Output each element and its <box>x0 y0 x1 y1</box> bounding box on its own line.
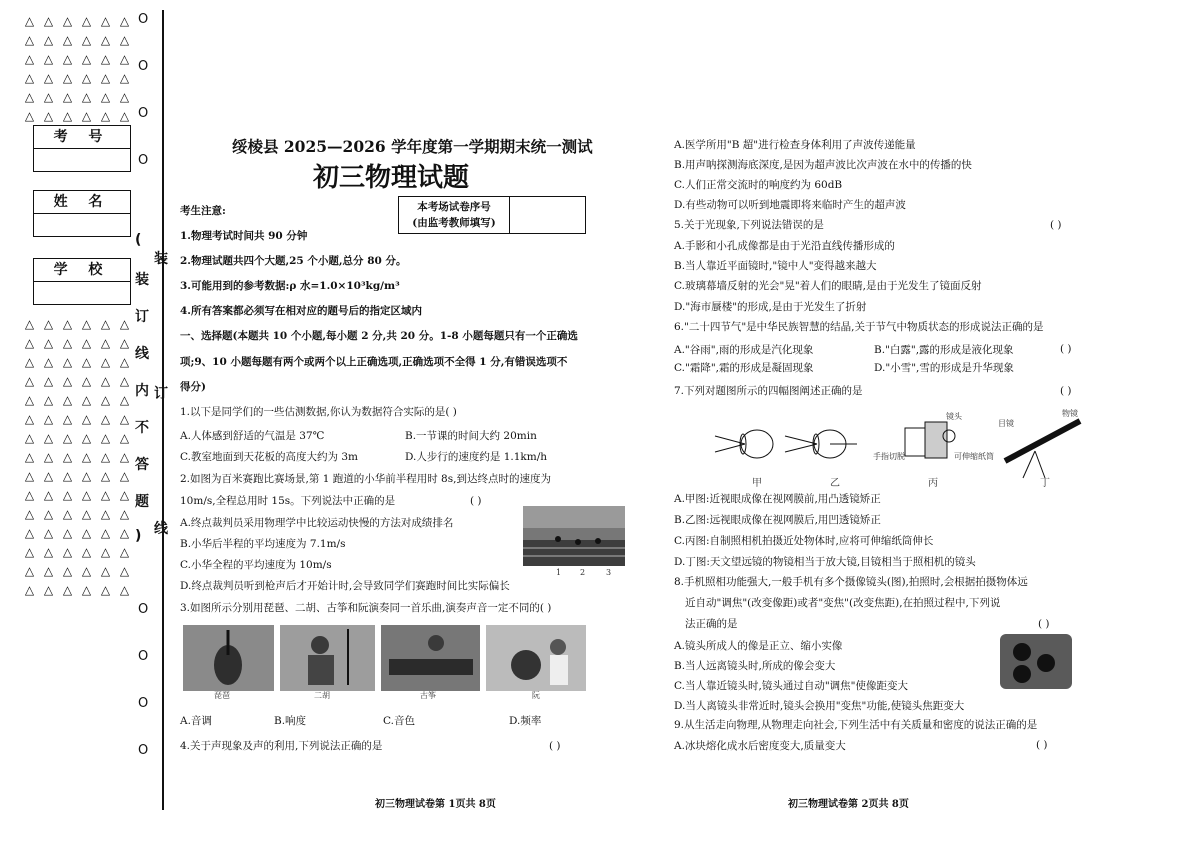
triangle-pattern-bottom <box>20 315 134 600</box>
circle-mark: O <box>138 743 149 758</box>
q6-option-d[interactable]: D."小雪",雪的形成是升华现象 <box>874 362 1014 374</box>
triangle-mark: △ <box>43 317 54 331</box>
fig-label-ding: 丁 <box>1040 478 1050 489</box>
q1-option-b[interactable]: B.一节课的时间大约 20min <box>405 430 537 442</box>
triangle-mark: △ <box>81 336 92 350</box>
binding-char: 内 <box>135 383 149 399</box>
triangle-mark: △ <box>119 393 130 407</box>
q1-option-c[interactable]: C.教室地面到天花板的高度大约为 3m <box>180 451 358 463</box>
triangle-mark: △ <box>43 412 54 426</box>
triangle-mark: △ <box>62 393 73 407</box>
binding-char: 线 <box>154 521 168 537</box>
exam-title: 绥棱县 2025—2026 学年度第一学期期末统一测试 <box>232 137 593 156</box>
q5-option-a[interactable]: A.手影和小孔成像都是由于光沿直线传播形成的 <box>674 240 895 252</box>
fig-label-bing: 丙 <box>928 478 938 489</box>
triangle-mark: △ <box>81 355 92 369</box>
triangle-mark: △ <box>119 450 130 464</box>
triangle-mark: △ <box>62 33 73 47</box>
triangle-mark: △ <box>100 109 111 123</box>
triangle-mark: △ <box>43 488 54 502</box>
binding-char: 装 <box>154 251 168 267</box>
triangle-mark: △ <box>100 583 111 597</box>
triangle-mark: △ <box>81 109 92 123</box>
triangle-mark: △ <box>81 564 92 578</box>
fig-label-jia: 甲 <box>752 478 762 489</box>
q2-option-d[interactable]: D.终点裁判员听到枪声后才开始计时,会导致同学们赛跑时间比实际偏长 <box>180 580 510 592</box>
triangle-mark: △ <box>100 545 111 559</box>
triangle-mark: △ <box>24 14 35 28</box>
triangle-mark: △ <box>43 450 54 464</box>
triangle-mark: △ <box>81 469 92 483</box>
triangle-mark: △ <box>100 374 111 388</box>
triangle-mark: △ <box>100 14 111 28</box>
triangle-mark: △ <box>43 564 54 578</box>
triangle-mark: △ <box>43 583 54 597</box>
figure-ding-telescope <box>1005 421 1080 478</box>
question-2-line1: 2.如图为百米赛跑比赛场景,第 1 跑道的小华前半程用时 8s,到达终点时的速度为 <box>180 473 551 485</box>
triangle-mark: △ <box>81 583 92 597</box>
triangle-mark: △ <box>119 33 130 47</box>
triangle-mark: △ <box>62 336 73 350</box>
q2-option-c[interactable]: C.小华全程的平均速度为 10m/s <box>180 559 332 571</box>
triangle-mark: △ <box>81 374 92 388</box>
triangle-mark: △ <box>119 52 130 66</box>
triangle-mark: △ <box>62 564 73 578</box>
q3-option-c[interactable]: C.音色 <box>383 715 415 727</box>
lane-label-3: 3 <box>606 568 612 577</box>
triangle-mark: △ <box>62 583 73 597</box>
fig-note-objective: 物镜 <box>1062 409 1078 418</box>
notice-3: 3.可能用到的参考数据:ρ 水=1.0×10³kg/m³ <box>180 280 400 292</box>
triangle-mark: △ <box>100 431 111 445</box>
q9-answer-paren: ( ) <box>1036 739 1048 751</box>
triangle-mark: △ <box>24 336 35 350</box>
triangle-mark: △ <box>62 14 73 28</box>
triangle-mark: △ <box>81 507 92 521</box>
guzheng-caption: 古筝 <box>420 691 436 700</box>
q3-option-a[interactable]: A.音调 <box>180 715 212 727</box>
paper-sequence-label: 本考场试卷序号 (由监考教师填写) <box>399 197 510 233</box>
triangle-mark: △ <box>100 71 111 85</box>
triangle-mark: △ <box>43 52 54 66</box>
section1-line3: 得分) <box>180 381 206 393</box>
triangle-mark: △ <box>100 564 111 578</box>
binding-char: ( <box>135 232 142 248</box>
triangle-mark: △ <box>81 450 92 464</box>
triangle-mark: △ <box>62 109 73 123</box>
exam-number-label: 考 号 <box>34 126 130 149</box>
triangle-mark: △ <box>81 317 92 331</box>
q7-option-a[interactable]: A.甲图:近视眼成像在视网膜前,用凸透镜矫正 <box>674 493 881 505</box>
q8-option-b[interactable]: B.当人远离镜头时,所成的像会变大 <box>674 660 836 672</box>
triangle-mark: △ <box>24 583 35 597</box>
guzheng-photo <box>381 625 480 691</box>
question-2-line2: 10m/s,全程总用时 15s。下列说法中正确的是 <box>180 495 396 507</box>
q4-option-c[interactable]: C.人们正常交流时的响度约为 60dB <box>674 179 843 191</box>
triangle-mark: △ <box>43 90 54 104</box>
triangle-mark: △ <box>100 33 111 47</box>
q8-option-c[interactable]: C.当人靠近镜头时,镜头通过自动"调焦"使像距变大 <box>674 680 908 692</box>
triangle-mark: △ <box>62 526 73 540</box>
triangle-mark: △ <box>100 317 111 331</box>
q3-option-b[interactable]: B.响度 <box>274 715 307 727</box>
triangle-mark: △ <box>24 109 35 123</box>
triangle-mark: △ <box>100 469 111 483</box>
triangle-mark: △ <box>119 469 130 483</box>
binding-char: 不 <box>135 420 149 436</box>
question-1: 1.以下是同学们的一些估测数据,你认为数据符合实际的是( ) <box>180 406 457 418</box>
circle-mark: O <box>138 106 149 121</box>
circle-mark: O <box>138 649 149 664</box>
triangle-mark: △ <box>24 526 35 540</box>
triangle-mark: △ <box>81 545 92 559</box>
triangle-mark: △ <box>24 355 35 369</box>
name-label: 姓 名 <box>34 191 130 214</box>
ruan-photo <box>486 625 586 691</box>
fig-note-eyepiece: 目镜 <box>998 419 1014 428</box>
pipa-caption: 琵琶 <box>214 691 230 700</box>
q2-option-b[interactable]: B.小华后半程的平均速度为 7.1m/s <box>180 538 346 550</box>
triangle-mark: △ <box>119 488 130 502</box>
page-footer-left: 初三物理试卷第 1页共 8页 <box>375 799 496 810</box>
binding-char: 题 <box>135 494 149 510</box>
triangle-mark: △ <box>62 90 73 104</box>
question-7: 7.下列对题图所示的四幅图阐述正确的是 <box>674 385 863 397</box>
triangle-mark: △ <box>43 431 54 445</box>
triangle-mark: △ <box>43 336 54 350</box>
triangle-mark: △ <box>62 355 73 369</box>
triangle-mark: △ <box>24 469 35 483</box>
school-field[interactable] <box>33 258 131 305</box>
triangle-mark: △ <box>119 71 130 85</box>
triangle-mark: △ <box>43 374 54 388</box>
question-8-line3: 法正确的是 <box>685 618 738 630</box>
triangle-mark: △ <box>119 109 130 123</box>
erhu-photo <box>280 625 375 691</box>
q4-option-b[interactable]: B.用声呐探测海底深度,是因为超声波比次声波在水中的传播的快 <box>674 159 972 171</box>
q6-option-a[interactable]: A."谷雨",雨的形成是汽化现象 <box>674 344 814 356</box>
triangle-mark: △ <box>24 393 35 407</box>
section1-line2: 项;9、10 小题每题有两个或两个以上正确选项,正确选项不全得 1 分,有错误选项不 <box>180 356 568 368</box>
binding-char: 订 <box>135 309 149 325</box>
binding-line <box>162 10 164 810</box>
q9-option-a[interactable]: A.冰块熔化成水后密度变大,质量变大 <box>674 740 846 752</box>
circle-mark: O <box>138 59 149 74</box>
triangle-mark: △ <box>62 450 73 464</box>
triangle-mark: △ <box>81 431 92 445</box>
triangle-mark: △ <box>81 90 92 104</box>
triangle-mark: △ <box>81 393 92 407</box>
circle-mark: O <box>138 12 149 27</box>
question-3: 3.如图所示分别用琵琶、二胡、古筝和阮演奏同一首乐曲,演奏声音一定不同的( ) <box>180 602 552 614</box>
triangle-mark: △ <box>62 317 73 331</box>
q8-option-a[interactable]: A.镜头所成人的像是正立、缩小实像 <box>674 640 843 652</box>
triangle-mark: △ <box>119 90 130 104</box>
q8-answer-paren: ( ) <box>1038 618 1050 630</box>
notice-1: 1.物理考试时间共 90 分钟 <box>180 230 308 242</box>
q5-option-d[interactable]: D."海市蜃楼"的形成,是由于光发生了折射 <box>674 301 867 313</box>
erhu-caption: 二胡 <box>314 691 330 700</box>
triangle-mark: △ <box>62 469 73 483</box>
q8-option-d[interactable]: D.当人离镜头非常近时,镜头会换用"变焦"功能,使镜头焦距变大 <box>674 700 965 712</box>
triangle-mark: △ <box>24 71 35 85</box>
triangle-mark: △ <box>119 374 130 388</box>
triangle-mark: △ <box>24 33 35 47</box>
question-5: 5.关于光现象,下列说法错误的是 <box>674 219 824 231</box>
triangle-mark: △ <box>24 317 35 331</box>
triangle-mark: △ <box>81 33 92 47</box>
triangle-mark: △ <box>43 469 54 483</box>
paper-sequence-box[interactable] <box>398 196 586 234</box>
triangle-mark: △ <box>119 431 130 445</box>
fig-note-lens: 镜头 <box>946 412 962 421</box>
triangle-pattern-top <box>20 12 134 126</box>
q4-option-d[interactable]: D.有些动物可以听到地震即将来临时产生的超声波 <box>674 199 906 211</box>
q5-answer-paren: ( ) <box>1050 219 1062 231</box>
triangle-mark: △ <box>100 507 111 521</box>
lane-label-1: 1 <box>556 568 562 577</box>
triangle-mark: △ <box>43 545 54 559</box>
q7-option-c[interactable]: C.丙图:自制照相机拍摄近处物体时,应将可伸缩纸筒伸长 <box>674 535 934 547</box>
q3-option-d[interactable]: D.频率 <box>509 715 542 727</box>
triangle-mark: △ <box>119 412 130 426</box>
triangle-mark: △ <box>43 33 54 47</box>
ruan-caption: 阮 <box>532 691 540 700</box>
triangle-mark: △ <box>100 450 111 464</box>
figure-jia-eye <box>715 430 773 458</box>
triangle-mark: △ <box>24 431 35 445</box>
race-track-photo <box>523 506 625 566</box>
triangle-mark: △ <box>43 355 54 369</box>
triangle-mark: △ <box>119 545 130 559</box>
q4-answer-paren: ( ) <box>549 740 561 752</box>
triangle-mark: △ <box>81 14 92 28</box>
fig-label-yi: 乙 <box>830 478 840 489</box>
binding-char: 订 <box>154 386 168 402</box>
triangle-mark: △ <box>62 507 73 521</box>
triangle-mark: △ <box>43 109 54 123</box>
triangle-mark: △ <box>62 545 73 559</box>
name-field[interactable] <box>33 190 131 237</box>
q7-option-d[interactable]: D.丁图:天文望远镜的物镜相当于放大镜,目镜相当于照相机的镜头 <box>674 556 976 568</box>
question-8-line1: 8.手机照相功能强大,一般手机有多个摄像镜头(图),拍照时,会根据拍摄物体远 <box>674 576 1028 588</box>
triangle-mark: △ <box>24 374 35 388</box>
triangle-mark: △ <box>100 52 111 66</box>
lane-label-2: 2 <box>580 568 586 577</box>
notice-2: 2.物理试题共四个大题,25 个小题,总分 80 分。 <box>180 255 407 267</box>
circle-mark: O <box>138 696 149 711</box>
triangle-mark: △ <box>62 431 73 445</box>
triangle-mark: △ <box>43 14 54 28</box>
triangle-mark: △ <box>100 412 111 426</box>
triangle-mark: △ <box>119 507 130 521</box>
triangle-mark: △ <box>81 71 92 85</box>
triangle-mark: △ <box>24 564 35 578</box>
triangle-mark: △ <box>100 393 111 407</box>
triangle-mark: △ <box>62 374 73 388</box>
triangle-mark: △ <box>62 71 73 85</box>
triangle-mark: △ <box>24 488 35 502</box>
notice-heading: 考生注意: <box>180 205 226 217</box>
triangle-mark: △ <box>100 488 111 502</box>
triangle-mark: △ <box>100 90 111 104</box>
triangle-mark: △ <box>119 336 130 350</box>
fig-note-hand: 手指切脱 <box>873 452 905 461</box>
triangle-mark: △ <box>62 412 73 426</box>
triangle-mark: △ <box>81 526 92 540</box>
q6-option-b[interactable]: B."白露",露的形成是液化现象 <box>874 344 1014 356</box>
q5-option-b[interactable]: B.当人靠近平面镜时,"镜中人"变得越来越大 <box>674 260 877 272</box>
triangle-mark: △ <box>24 52 35 66</box>
q5-option-c[interactable]: C.玻璃幕墙反射的光会"晃"着人们的眼睛,是由于光发生了镜面反射 <box>674 280 982 292</box>
triangle-mark: △ <box>43 526 54 540</box>
triangle-mark: △ <box>24 450 35 464</box>
triangle-mark: △ <box>81 488 92 502</box>
triangle-mark: △ <box>100 526 111 540</box>
exam-number-field[interactable] <box>33 125 131 172</box>
fig-note-paper: 可伸缩纸筒 <box>954 452 994 461</box>
triangle-mark: △ <box>119 583 130 597</box>
triangle-mark: △ <box>62 52 73 66</box>
q7-option-b[interactable]: B.乙图:远视眼成像在视网膜后,用凹透镜矫正 <box>674 514 881 526</box>
triangle-mark: △ <box>62 488 73 502</box>
binding-char: 答 <box>135 457 149 473</box>
section1-line1: 一、选择题(本题共 10 个小题,每小题 2 分,共 20 分。1-8 小题每题只有一个正确选 <box>180 330 578 342</box>
triangle-mark: △ <box>24 412 35 426</box>
subject-title: 初三物理试题 <box>313 163 470 193</box>
triangle-mark: △ <box>43 71 54 85</box>
phone-camera-photo <box>1000 634 1072 689</box>
triangle-mark: △ <box>24 90 35 104</box>
circle-mark: O <box>138 153 149 168</box>
triangle-mark: △ <box>81 52 92 66</box>
triangle-mark: △ <box>119 355 130 369</box>
triangle-mark: △ <box>100 355 111 369</box>
question-6: 6."二十四节气"是中华民族智慧的结晶,关于节气中物质状态的形成说法正确的是 <box>674 321 1044 333</box>
figure-yi-eye <box>785 430 857 458</box>
q6-answer-paren: ( ) <box>1060 343 1072 355</box>
binding-char: ) <box>135 528 142 544</box>
q1-option-a[interactable]: A.人体感到舒适的气温是 37℃ <box>180 430 325 442</box>
q2-option-a[interactable]: A.终点裁判员采用物理学中比较运动快慢的方法对成绩排名 <box>180 517 454 529</box>
triangle-mark: △ <box>81 412 92 426</box>
triangle-mark: △ <box>100 336 111 350</box>
binding-char: 线 <box>135 346 149 362</box>
pipa-photo <box>183 625 274 691</box>
notice-4: 4.所有答案都必须写在相对应的题号后的指定区域内 <box>180 305 422 317</box>
q1-option-d[interactable]: D.人步行的速度约是 1.1km/h <box>405 451 548 463</box>
question-8-line2: 近自动"调焦"(改变像距)或者"变焦"(改变焦距),在拍照过程中,下列说 <box>685 597 1001 609</box>
triangle-mark: △ <box>43 507 54 521</box>
triangle-mark: △ <box>119 564 130 578</box>
triangle-mark: △ <box>24 507 35 521</box>
q7-answer-paren: ( ) <box>1060 385 1072 397</box>
triangle-mark: △ <box>24 545 35 559</box>
triangle-mark: △ <box>119 317 130 331</box>
circle-mark: O <box>138 602 149 617</box>
q4-option-a[interactable]: A.医学所用"B 超"进行检查身体利用了声波传递能量 <box>674 139 916 151</box>
triangle-mark: △ <box>119 526 130 540</box>
triangle-mark: △ <box>119 14 130 28</box>
figure-bing-camera <box>905 422 955 458</box>
q6-option-c[interactable]: C."霜降",霜的形成是凝固现象 <box>674 362 814 374</box>
page-footer-right: 初三物理试卷第 2页共 8页 <box>788 799 909 810</box>
binding-char: 装 <box>135 272 149 288</box>
q2-answer-paren: ( ) <box>470 495 482 507</box>
question-9: 9.从生活走向物理,从物理走向社会,下列生活中有关质量和密度的说法正确的是 <box>674 719 1038 731</box>
triangle-mark: △ <box>43 393 54 407</box>
question-4: 4.关于声现象及声的利用,下列说法正确的是 <box>180 740 383 752</box>
school-label: 学 校 <box>34 259 130 282</box>
